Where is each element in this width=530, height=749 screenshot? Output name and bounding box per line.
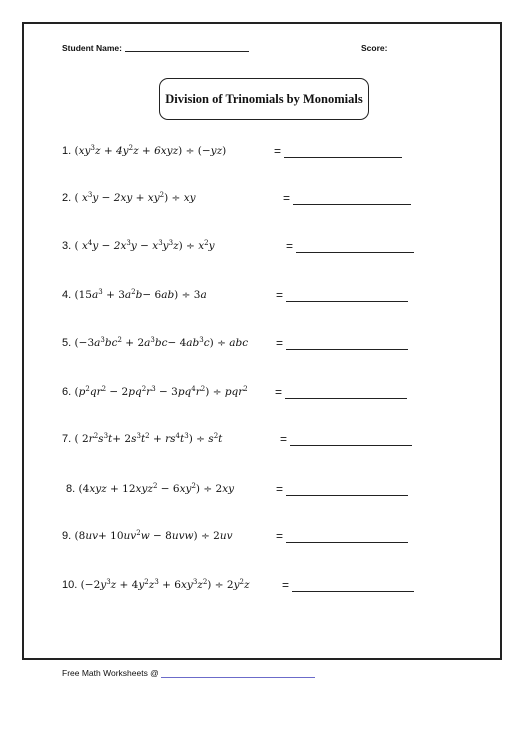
student-name-field[interactable] [62, 43, 249, 53]
problem-expression: ( $x^3y - 2xy + xy^2$) ÷ xy [74, 191, 196, 204]
equals-sign: = [282, 578, 290, 592]
problem-9 [62, 530, 233, 542]
problem-number: 5. [62, 337, 72, 349]
problem-expression: $(-2y^3z + 4y^2z^3 + 6xy^3z^2) \div 2y^2z$ [80, 578, 250, 591]
problem-10 [62, 579, 250, 591]
problem-3 [62, 240, 215, 252]
answer-line [296, 252, 414, 253]
equals-sign: = [276, 288, 284, 302]
problem-4 [62, 289, 207, 301]
worksheet-title: Division of Trinomials by Monomials [165, 91, 363, 106]
footer-link-line[interactable] [161, 677, 315, 678]
answer-line [286, 349, 408, 350]
problem-8 [66, 483, 234, 495]
problem-expression: $(15a^3 + 3a^2b- 6ab) \div 3a$ [74, 288, 207, 301]
score-field [361, 43, 387, 53]
answer-5[interactable] [276, 336, 408, 350]
answer-6[interactable] [275, 385, 407, 399]
answer-line [293, 204, 411, 205]
problem-expression: ( $2r^2s^3t+ 2s^3t^2 + rs^4t^3) \div s^2t$ [74, 432, 223, 445]
problem-number: 1. [62, 145, 72, 157]
problem-expression: $(4xyz + 12xyz^2 - 6xy^2) \div 2xy$ [78, 482, 235, 495]
equals-sign: = [283, 191, 291, 205]
answer-2[interactable] [283, 191, 411, 205]
problem-number: 7. [62, 433, 72, 445]
problem-number: 4. [62, 289, 72, 301]
answer-line [290, 445, 412, 446]
equals-sign: = [275, 385, 283, 399]
answer-line [292, 591, 414, 592]
problem-number: 3. [62, 240, 72, 252]
problem-expression: $(p^2qr^2 - 2pq^2r^3 - 3pq^4r^2) \div pqr^2$ [74, 385, 248, 398]
answer-3[interactable] [286, 239, 414, 253]
answer-7[interactable] [280, 432, 412, 446]
equals-sign: = [274, 144, 282, 158]
problem-number: 10. [62, 579, 78, 591]
answer-line [286, 301, 408, 302]
equals-sign: = [276, 336, 284, 350]
problem-expression: $(8uv+ 10uv^2w - 8uvw) \div 2uv$ [74, 529, 233, 542]
equals-sign: = [280, 432, 288, 446]
equals-sign: = [286, 239, 294, 253]
answer-9[interactable] [276, 529, 408, 543]
problem-number: 9. [62, 530, 72, 542]
problem-1 [62, 145, 226, 157]
problem-expression: $(xy^3z + 4y^2z + 6xyz) \div (-yz)$ [74, 144, 227, 157]
problem-5 [62, 337, 248, 349]
answer-8[interactable] [276, 482, 408, 496]
equals-sign: = [276, 482, 284, 496]
answer-10[interactable] [282, 578, 414, 592]
answer-4[interactable] [276, 288, 408, 302]
answer-1[interactable] [274, 144, 402, 158]
footer [62, 668, 315, 678]
problem-7 [62, 433, 222, 445]
equals-sign: = [276, 529, 284, 543]
footer-text: Free Math Worksheets @ [62, 668, 159, 678]
score-label: Score: [361, 43, 388, 53]
answer-line [285, 398, 407, 399]
answer-line [286, 495, 408, 496]
problem-number: 8. [66, 483, 76, 495]
student-name-label: Student Name: [62, 43, 122, 53]
title-box [159, 78, 369, 120]
problem-expression: ( $x^4y - 2x^3y - x^3y^3z) \div x^2y$ [74, 239, 215, 252]
answer-line [286, 542, 408, 543]
student-name-line [125, 51, 249, 52]
problem-expression: $(-3a^3bc^2 + 2a^3bc- 4ab^3c)$ ÷ abc [74, 336, 249, 349]
problem-2 [62, 192, 196, 204]
problem-number: 2. [62, 192, 72, 204]
problem-6 [62, 386, 248, 398]
problem-number: 6. [62, 386, 72, 398]
answer-line [284, 157, 402, 158]
